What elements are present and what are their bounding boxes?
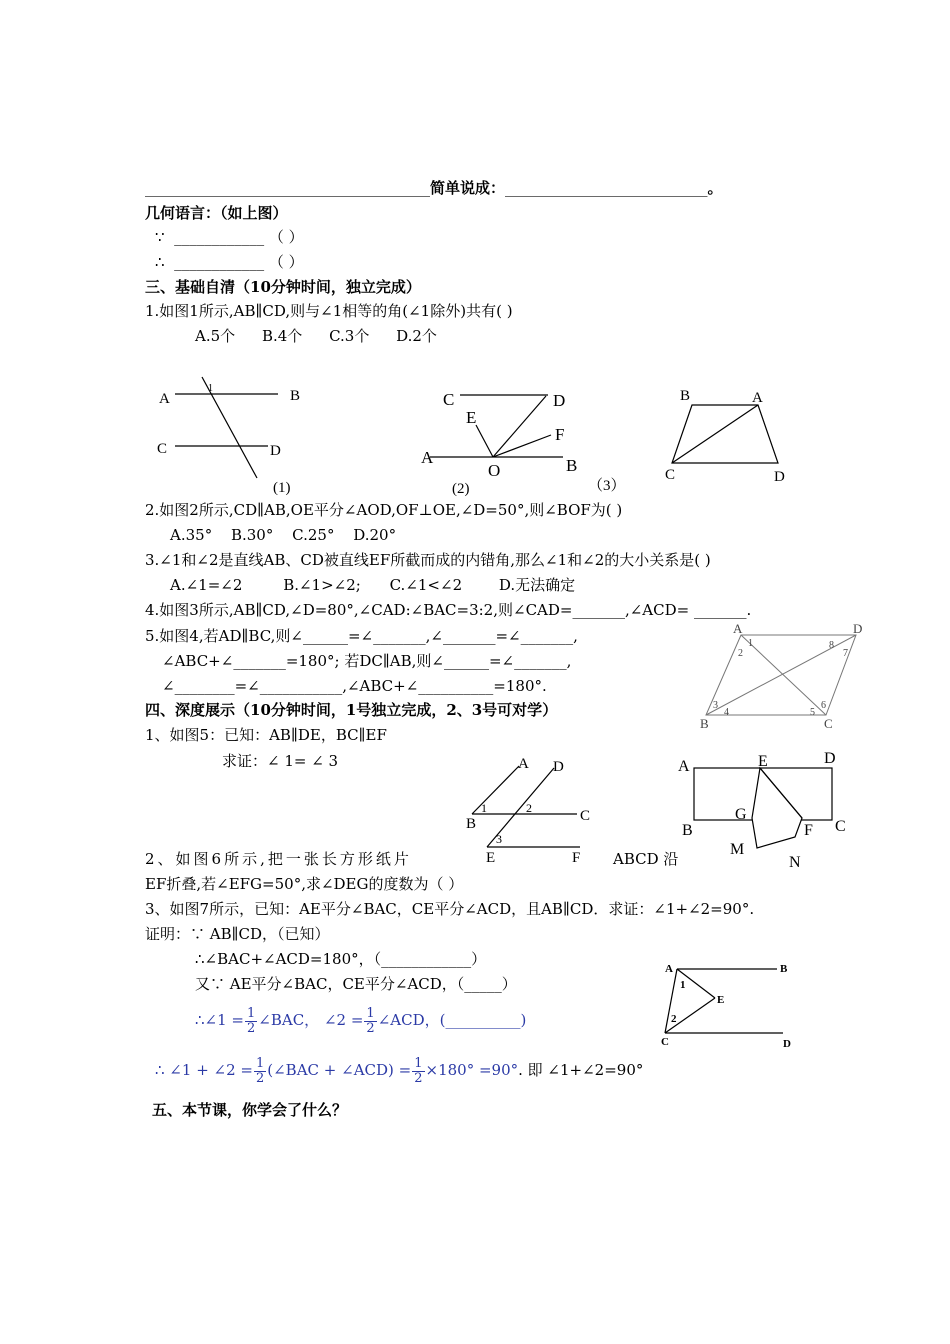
q3-option-c: C.∠1<∠2 (389, 576, 463, 594)
half-fraction-1-num: 1 (247, 1005, 256, 1021)
q2-option-a: A.35° (170, 526, 213, 544)
s4-q2-part-a: 2、如图6所示,把一张长方形纸片 (145, 850, 412, 868)
header-end: 。 (707, 179, 723, 197)
fig2-label-d: D (553, 391, 566, 410)
q1-option-b: B.4个 (261, 327, 303, 345)
therefore-blank: ____________ (174, 253, 265, 271)
fig6-label-n: N (789, 854, 801, 871)
header-line (145, 178, 723, 198)
q4-text: 4.如图3所示,AB∥CD,∠D=80°,∠CAD:∠BAC=3:2,则∠CAD=_______,∠ACD= _______. (145, 601, 752, 619)
q2-option-d: D.20° (353, 526, 397, 544)
q1-option-a: A.5个 (195, 327, 236, 345)
fig1-label-c: C (157, 441, 168, 457)
fig3-label-c: C (665, 467, 676, 483)
half-fraction-4-num: 1 (414, 1055, 423, 1071)
q2-option-c: C.25° (292, 526, 335, 544)
therefore-symbol: ∴ (155, 253, 165, 271)
header-label: 简单说成： (430, 179, 506, 197)
fig3-diagonal-ac (672, 405, 758, 463)
fig4-label-c: C (824, 716, 833, 731)
half-fraction-3-num: 1 (255, 1055, 265, 1071)
since-blank: ____________ (174, 228, 265, 246)
q5-line-3: ∠________=∠___________,∠ABC+∠__________=180°. (162, 677, 547, 695)
fig4-label-8: 8 (829, 640, 834, 651)
proof-5-part-d: . 即 ∠1+∠2=90° (518, 1061, 644, 1079)
figure-1 (150, 375, 310, 497)
fig4-label-5: 5 (810, 707, 815, 718)
proof-4-part-a: ∴∠1 = (195, 1011, 244, 1029)
q2-text: 2.如图2所示,CD∥AB,OE平分∠AOD,OF⊥OE,∠D=50°,则∠BOF为( ) (145, 501, 623, 519)
fig6-label-b: B (682, 822, 693, 839)
fig5-label-b: B (466, 816, 477, 832)
fig2-label-e: E (466, 408, 477, 427)
q1-text: 1.如图1所示,AB∥CD,则与∠1相等的角(∠1除外)共有( ) (145, 302, 513, 320)
fig7-label-a: A (665, 963, 673, 975)
q2-options (170, 525, 396, 545)
fig7-label-b: B (780, 963, 788, 975)
fig1-label-d: D (270, 443, 281, 459)
fig5-label-e: E (486, 850, 496, 866)
fig2-ray-od (493, 396, 546, 457)
fig2-label-b: B (566, 456, 578, 475)
fig5-label-d: D (553, 759, 564, 775)
q3-options (170, 575, 575, 595)
since-symbol: ∵ (155, 228, 165, 246)
proof-line-4 (195, 1002, 526, 1038)
fig3-trapezoid (672, 405, 778, 463)
fig3-caption: （3） (588, 478, 626, 494)
fig6-label-g: G (735, 806, 747, 823)
fig4-diagonal-ac (741, 635, 826, 715)
fig7-label-e: E (717, 994, 725, 1006)
fig2-ray-oe (476, 425, 493, 457)
proof-line-1: 证明：∵ AB∥CD，（已知） (145, 925, 330, 943)
fig6-label-e: E (758, 753, 768, 770)
half-fraction-4 (412, 1057, 424, 1086)
s4-q2-part-c: EF折叠,若∠EFG=50°,求∠DEG的度数为（ ） (145, 875, 464, 893)
fig4-label-d: D (853, 621, 863, 636)
fig1-label-1: 1 (208, 383, 213, 394)
q5-line-2: ∠ABC+∠_______=180°; 若DC∥AB,则∠______=∠_______, (162, 652, 572, 670)
figure-3 (660, 383, 800, 493)
q3-option-d: D.无法确定 (498, 576, 576, 594)
half-fraction-1-den: 2 (247, 1020, 256, 1036)
q1-option-c: C.3个 (329, 327, 370, 345)
fig1-caption: (1) (273, 480, 291, 496)
fig6-folded-flap (752, 768, 802, 848)
fig2-label-c: C (443, 390, 455, 409)
fig3-label-b: B (680, 388, 691, 404)
fig4-label-b: B (700, 716, 709, 731)
proof-line-3: 又∵ AE平分∠BAC，CE平分∠ACD，（_____） (195, 975, 517, 993)
fig5-label-2: 2 (526, 801, 532, 815)
figure-5 (462, 752, 602, 867)
fig5-line-ba (472, 766, 519, 814)
fig7-label-1: 1 (680, 979, 686, 991)
fig3-label-a: A (752, 390, 763, 406)
fig7-label-c: C (661, 1036, 669, 1048)
q5-line-1: 5.如图4,若AD∥BC,则∠______=∠_______,∠_______=∠_______, (145, 627, 578, 645)
half-fraction-2-num: 1 (366, 1005, 375, 1021)
fig4-label-1: 1 (748, 638, 753, 649)
fig6-label-a: A (678, 758, 690, 775)
fig1-label-b: B (290, 388, 301, 404)
half-fraction-1 (245, 1007, 257, 1036)
header-blank-right: ___________________________ (505, 179, 708, 197)
figure-2 (418, 385, 626, 497)
fig2-caption: (2) (452, 481, 470, 497)
fig5-label-a: A (518, 756, 529, 772)
fig4-label-2: 2 (738, 648, 743, 659)
fig5-label-1: 1 (481, 801, 487, 815)
fig7-label-d: D (783, 1038, 791, 1050)
q3-option-a: A.∠1=∠2 (170, 576, 243, 594)
half-fraction-3 (254, 1057, 266, 1086)
s4-q3-text: 3、如图7所示，已知：AE平分∠BAC，CE平分∠ACD，且AB∥CD．求证：∠1+∠2=90°. (145, 900, 755, 918)
half-fraction-2-den: 2 (366, 1020, 375, 1036)
fig1-label-a: A (159, 391, 170, 407)
therefore-line (155, 252, 304, 272)
proof-4-part-c: ∠ACD，(__________) (377, 1011, 527, 1029)
figure-6 (672, 746, 852, 874)
fig5-label-c: C (580, 808, 591, 824)
fig2-label-a: A (421, 448, 434, 467)
s4-q1-prove: 求证：∠ 1= ∠ 3 (222, 752, 339, 770)
half-fraction-2 (364, 1007, 376, 1036)
figure-7 (655, 958, 800, 1053)
figure-4 (696, 620, 868, 735)
q1-options (195, 326, 437, 346)
therefore-paren: （ ） (268, 253, 304, 271)
section5-title: 五、本节课，你学会了什么？ (152, 1101, 348, 1119)
fig6-label-f: F (804, 822, 813, 839)
q3-text: 3.∠1和∠2是直线AB、CD被直线EF所截而成的内错角,那么∠1和∠2的大小关系是( ) (145, 551, 711, 569)
proof-5-part-c: ×180° =90° (425, 1061, 519, 1079)
since-paren: （ ） (268, 228, 304, 246)
fig4-label-a: A (733, 621, 743, 636)
q3-option-b: B.∠1>∠2; (283, 576, 361, 594)
fig5-label-f: F (572, 850, 581, 866)
half-fraction-4-den: 2 (414, 1070, 423, 1086)
section3-title: 三、基础自清（10分钟时间，独立完成） (145, 278, 421, 296)
fig4-label-4: 4 (724, 707, 729, 718)
s4-q2-part-b: ABCD 沿 (613, 850, 679, 868)
since-line (155, 227, 304, 247)
proof-5-part-a: ∴ ∠1 + ∠2 = (155, 1061, 253, 1079)
fig6-label-c: C (835, 818, 846, 835)
q1-option-d: D.2个 (396, 327, 437, 345)
proof-4-part-b: ∠BAC， ∠2 = (258, 1011, 364, 1029)
fig6-label-m: M (730, 841, 745, 858)
proof-line-2: ∴∠BAC+∠ACD=180°，（____________） (195, 950, 487, 968)
section4-title: 四、深度展示（10分钟时间，1号独立完成，2、3号可对学） (145, 701, 558, 719)
fig7-label-2: 2 (671, 1013, 677, 1025)
q2-option-b: B.30° (230, 526, 274, 544)
fig5-label-3: 3 (496, 832, 502, 846)
fig2-ray-of (493, 435, 551, 457)
proof-line-5 (155, 1052, 643, 1088)
header-blank-left: ______________________________________ (145, 179, 430, 197)
geo-lang-title: 几何语言：（如上图） (145, 204, 288, 222)
fig4-label-6: 6 (821, 700, 826, 711)
fig4-label-3: 3 (713, 700, 718, 711)
fig6-label-d: D (824, 750, 836, 767)
proof-5-part-b: (∠BAC + ∠ACD) = (267, 1061, 412, 1079)
fig4-label-7: 7 (843, 648, 848, 659)
fig2-label-o: O (488, 461, 501, 480)
fig2-label-f: F (555, 425, 565, 444)
half-fraction-3-den: 2 (255, 1070, 265, 1086)
fig3-label-d: D (774, 469, 785, 485)
s4-q1-text: 1、如图5：已知：AB∥DE，BC∥EF (145, 726, 387, 744)
